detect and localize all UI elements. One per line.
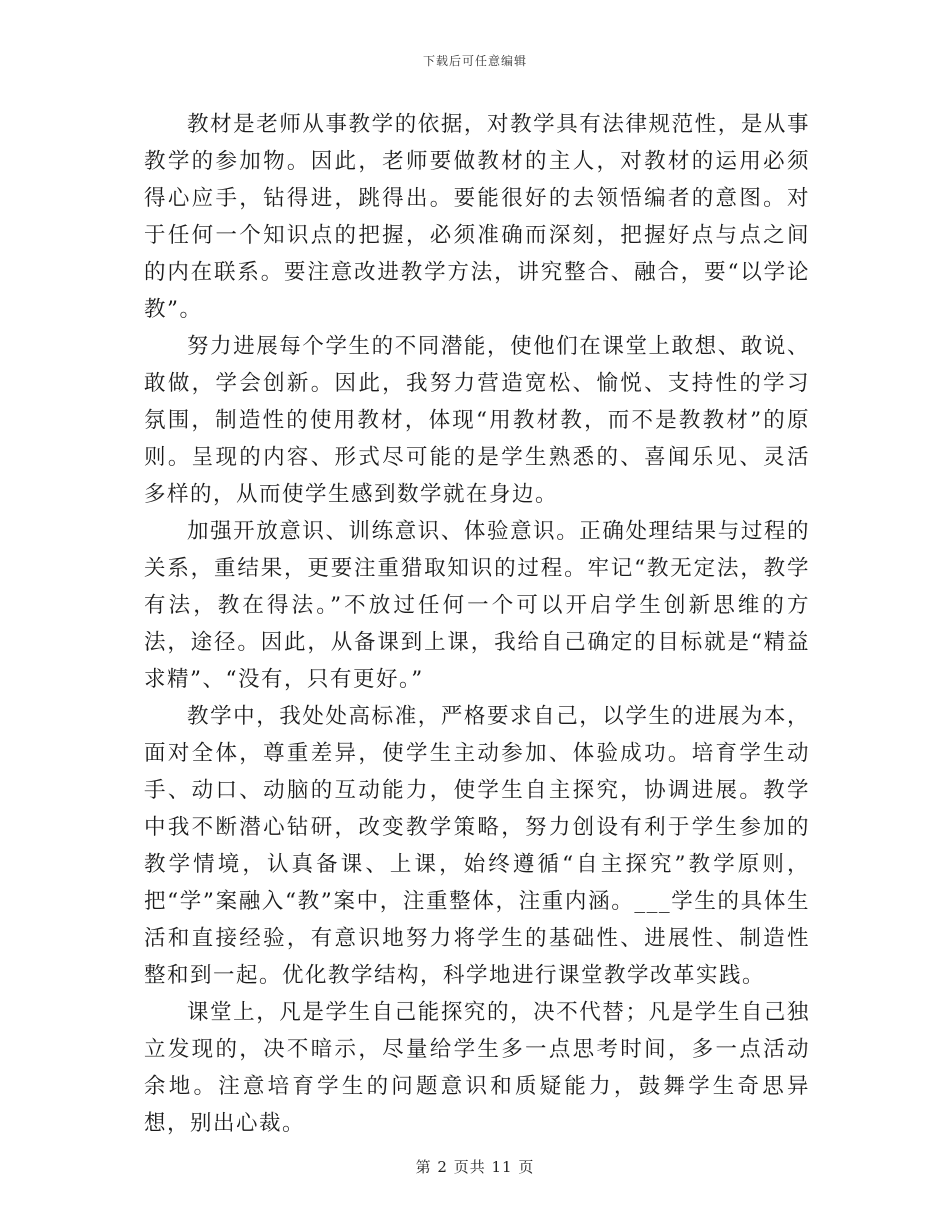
paragraph-5: 课堂上，凡是学生自己能探究的，决不代替；凡是学生自己独立发现的，决不暗示，尽量给学生多一点思考时间，多一点活动余地。注意培育学生的问题意识和质疑能力，鼓舞学生奇思异想，别出心裁。 bbox=[144, 1000, 810, 1136]
page-number-footer: 第 2 页共 11 页 bbox=[415, 1158, 535, 1176]
document-body bbox=[144, 106, 810, 1142]
page-header: 下载后可任意编辑 bbox=[422, 54, 527, 68]
paragraph-1: 教材是老师从事教学的依据，对教学具有法律规范性，是从事教学的参加物。因此，老师要做教材的主人，对教材的运用必须得心应手，钻得进，跳得出。要能很好的去领悟编者的意图。对于任何一个知识点的把握，必须准确而深刻，把握好点与点之间的内在联系。要注意改进教学方法，讲究整合、融合，要“以学论教”。 bbox=[144, 112, 810, 322]
paragraph-4: 教学中，我处处高标准，严格要求自己，以学生的进展为本，面对全体，尊重差异，使学生主动参加、体验成功。培育学生动手、动口、动脑的互动能力，使学生自主探究，协调进展。教学中我不断潜心钻研，改变教学策略，努力创设有利于学生参加的教学情境，认真备课、上课，始终遵循“自主探究”教学原则，把“学”案融入“教”案中，注重整体，注重内涵。___学生的具体生活和直接经验，有意识地努力将学生的基础性、进展性、制造性整和到一起。优化教学结构，科学地进行课堂教学改革实践。 bbox=[144, 704, 810, 988]
paragraph-3: 加强开放意识、训练意识、体验意识。正确处理结果与过程的关系，重结果，更要注重猎取知识的过程。牢记“教无定法，教学有法，教在得法。”不放过任何一个可以开启学生创新思维的方法，途径。因此，从备课到上课，我给自己确定的目标就是“精益求精”、“没有，只有更好。” bbox=[144, 519, 810, 692]
paragraph-2: 努力进展每个学生的不同潜能，使他们在课堂上敢想、敢说、敢做，学会创新。因此，我努力营造宽松、愉悦、支持性的学习氛围，制造性的使用教材，体现“用教材教，而不是教教材”的原则。呈现的内容、形式尽可能的是学生熟悉的、喜闻乐见、灵活多样的，从而使学生感到数学就在身边。 bbox=[144, 334, 810, 507]
